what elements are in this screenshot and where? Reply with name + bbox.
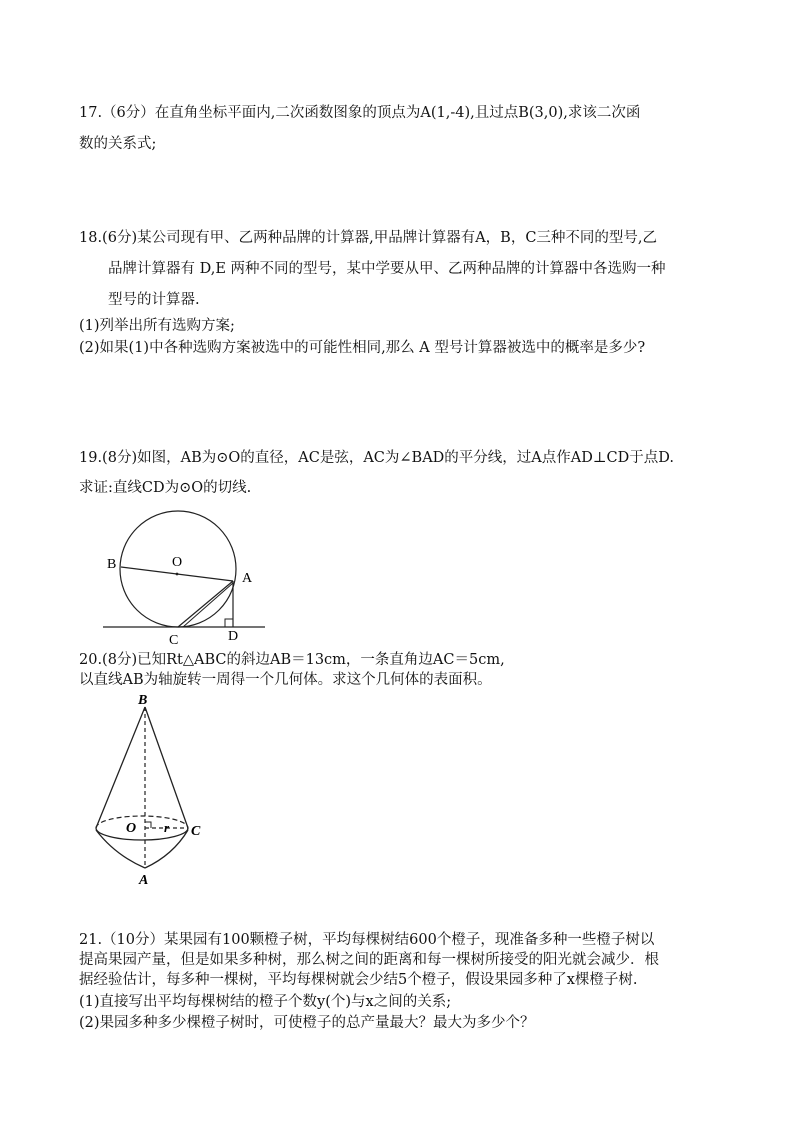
label-r: r <box>164 820 170 835</box>
base-ellipse-back <box>96 816 188 828</box>
label-b: B <box>107 557 117 572</box>
q21-part-2: (2)果园多种多少棵橙子树时，可使橙子的总产量最大？最大为多少个？ <box>79 1015 535 1031</box>
q19-circle-figure <box>95 505 275 650</box>
label-o: O <box>126 821 137 836</box>
q18-line-3: 型号的计算器. <box>108 292 200 308</box>
q21-line-3: 据经验估计，每多种一棵树，平均每棵树就会少结5个橙子，假设果园多种了x棵橙子树. <box>79 972 638 988</box>
q21-line-1: 21.（10分）某果园有100颗橙子树，平均每棵树结600个橙子，现准备多种一些橙子树以 <box>79 932 655 948</box>
q17-line-1: 17.（6分）在直角坐标平面内,二次函数图象的顶点为A(1,-4),且过点B(3,0),求该二次函 <box>79 105 641 121</box>
q20-line-1: 20.(8分)已知Rt△ABC的斜边AB＝13cm，一条直角边AC＝5cm, <box>79 652 505 668</box>
label-a: A <box>242 571 253 586</box>
q18-part-2: (2)如果(1)中各种选购方案被选中的可能性相同,那么 A 型号计算器被选中的概率是多少? <box>79 340 646 356</box>
q21-part-1: (1)直接写出平均每棵树结的橙子个数y(个)与x之间的关系; <box>79 994 452 1010</box>
label-o: O <box>172 555 183 570</box>
q18-line-1: 18.(6分)某公司现有甲、乙两种品牌的计算器,甲品牌计算器有A，B，C三种不同的型号,乙 <box>79 230 658 246</box>
label-c: C <box>191 824 201 839</box>
q21-line-2: 提高果园产量，但是如果多种树，那么树之间的距离和每一棵树所接受的阳光就会减少．根 <box>79 952 659 968</box>
q19-line-2: 求证:直线CD为⊙O的切线. <box>79 480 252 496</box>
q18-part-1: (1)列举出所有选购方案; <box>79 318 235 334</box>
cone-lower-right <box>145 830 188 868</box>
q18-line-2: 品牌计算器有 D,E 两种不同的型号，某中学要从甲、乙两种品牌的计算器中各选购一种 <box>108 261 666 277</box>
label-d: D <box>228 629 239 644</box>
right-angle-mark <box>225 619 233 627</box>
label-a: A <box>139 873 149 888</box>
q20-double-cone-figure <box>85 690 225 890</box>
base-ellipse-front <box>96 828 188 840</box>
center-point-o <box>176 573 179 576</box>
q20-line-2: 以直线AB为轴旋转一周得一个几何体。求这个几何体的表面积。 <box>79 672 492 688</box>
cone-upper-left <box>96 707 145 828</box>
cone-upper-right <box>145 707 188 828</box>
q19-line-1: 19.(8分)如图，AB为⊙O的直径，AC是弦，AC为∠BAD的平分线，过A点作AD⊥CD于点D. <box>79 450 674 466</box>
label-b: B <box>138 693 148 708</box>
label-c: C <box>169 633 179 648</box>
right-angle-mark <box>145 822 151 828</box>
q17-line-2: 数的关系式; <box>79 136 157 152</box>
cone-lower-left <box>96 830 145 868</box>
